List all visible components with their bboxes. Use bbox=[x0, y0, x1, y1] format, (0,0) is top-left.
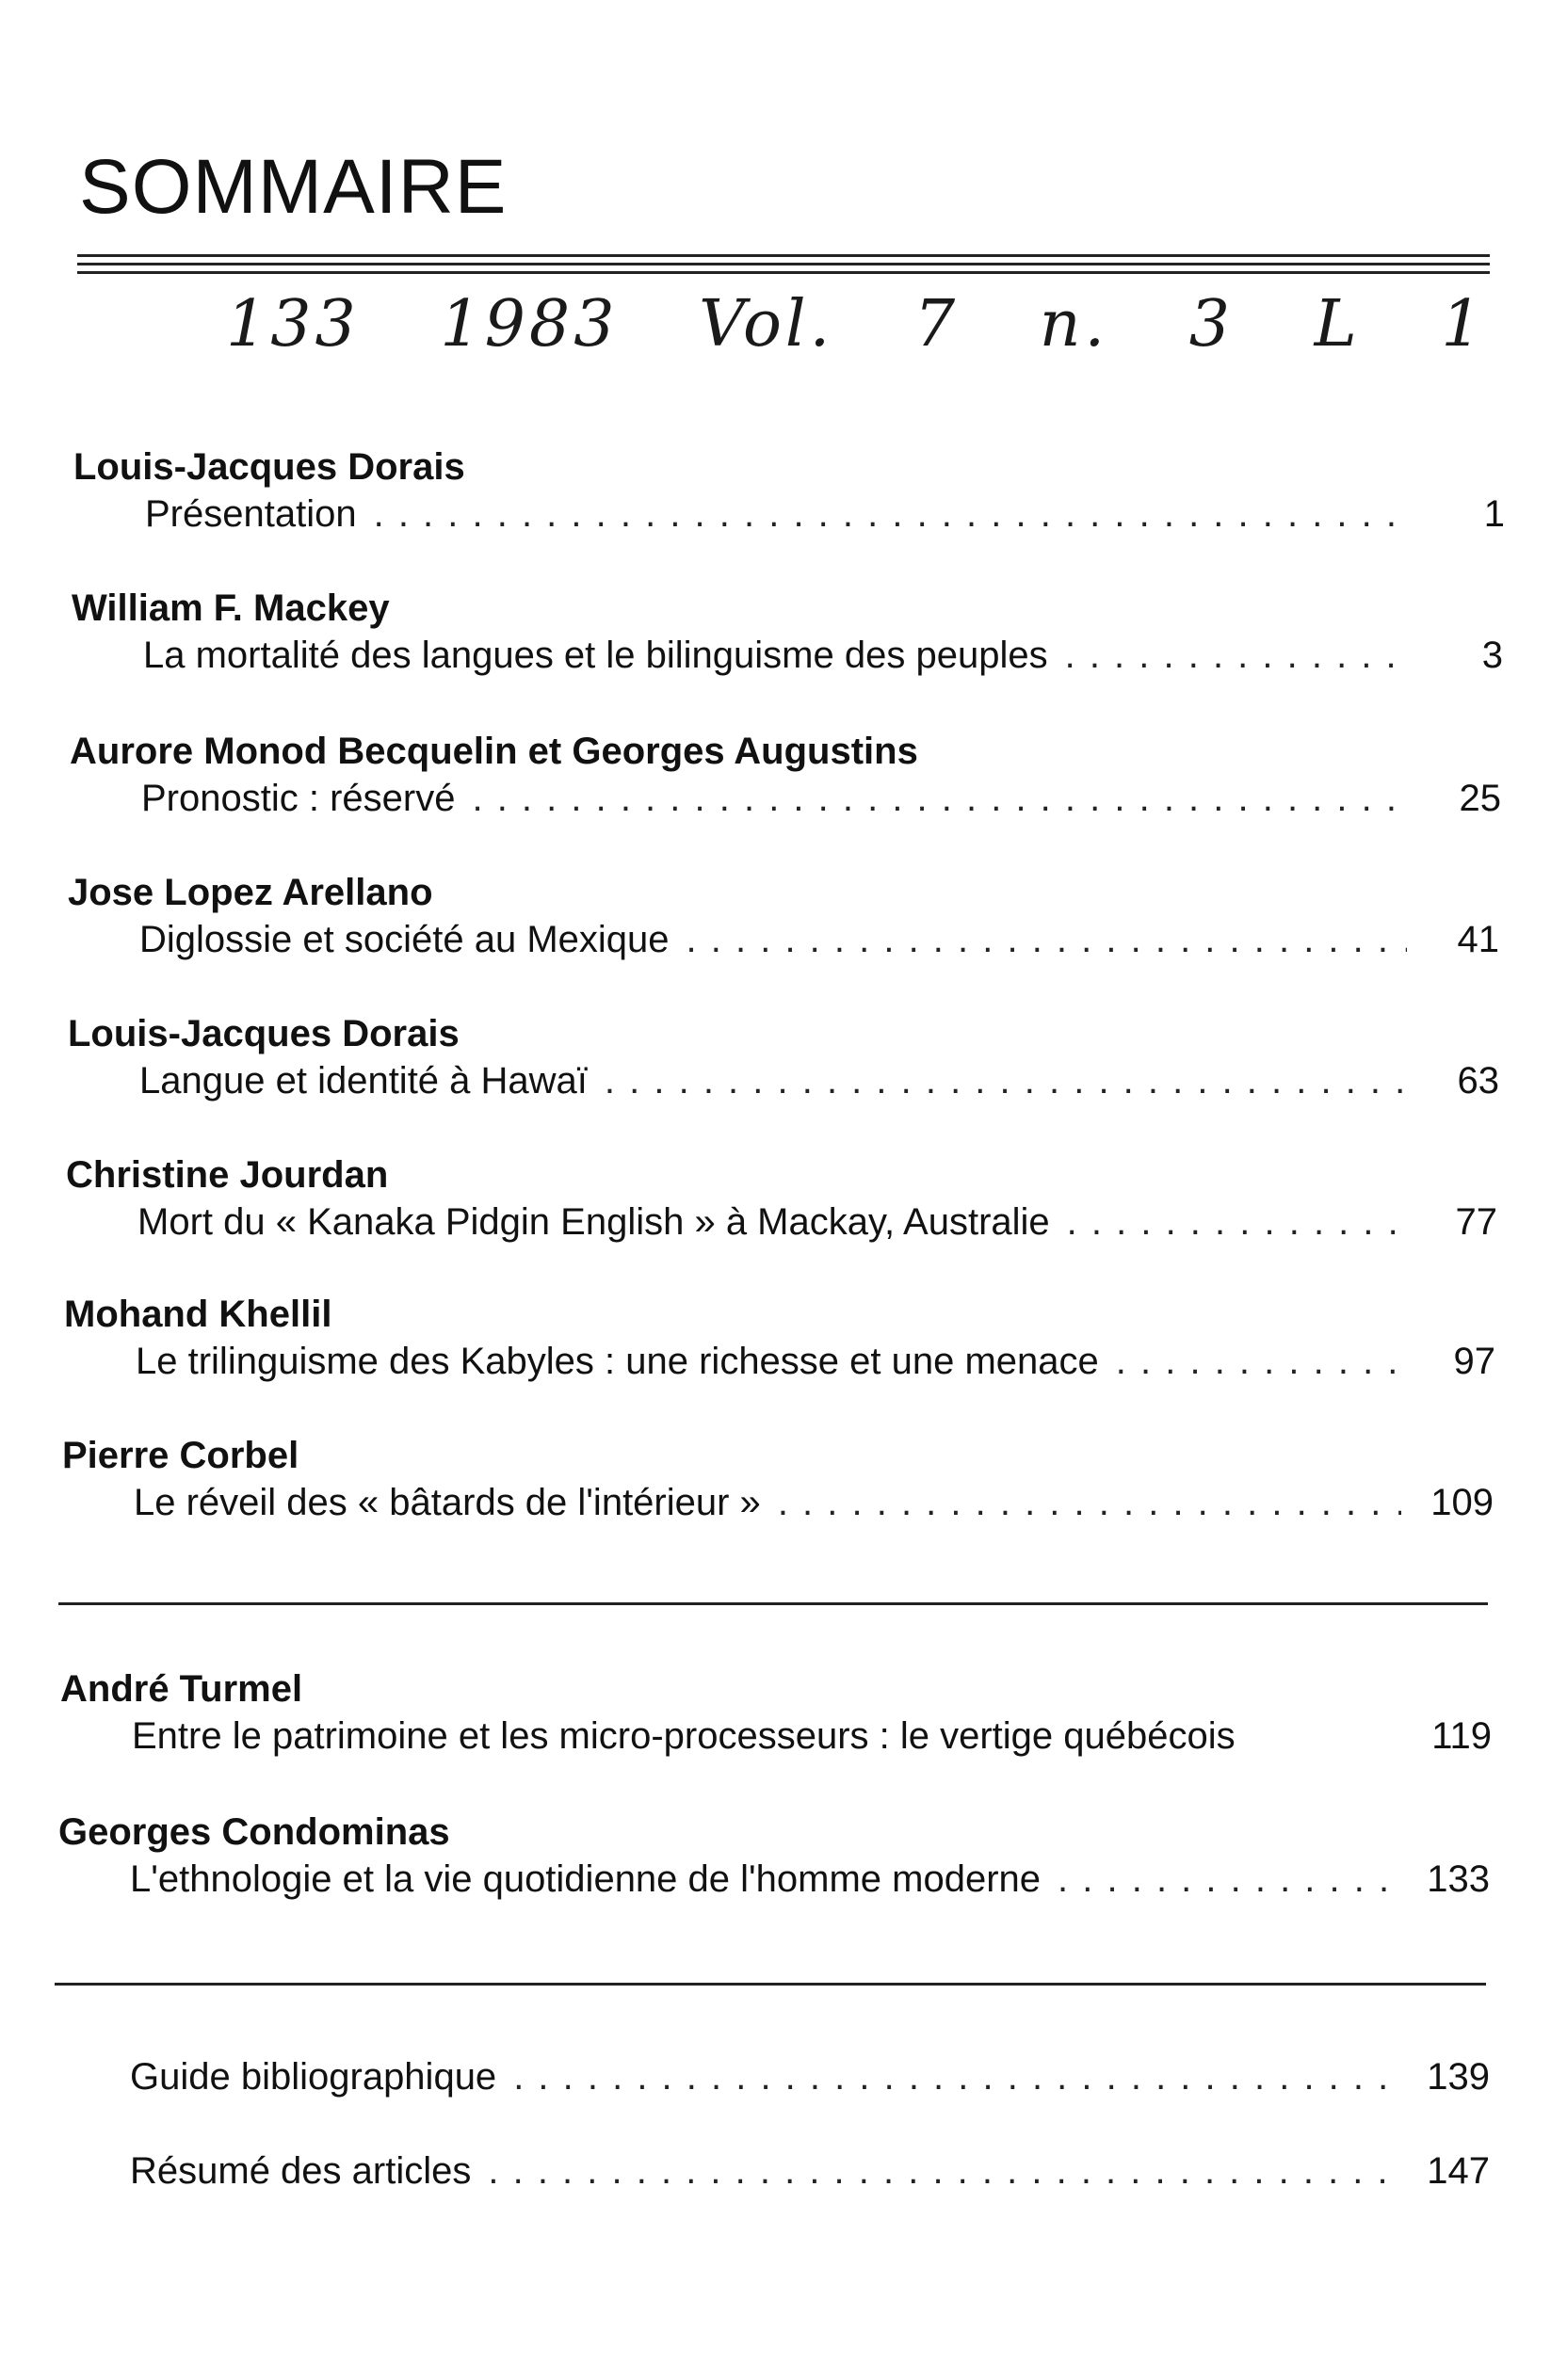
entry-page: 133 bbox=[1427, 1858, 1490, 1900]
entry-page: 3 bbox=[1481, 635, 1503, 676]
leader-dots bbox=[1067, 1198, 1405, 1246]
entry-author: Louis-Jacques Dorais bbox=[68, 1013, 460, 1054]
entry-line bbox=[132, 1712, 1492, 1761]
entry-line bbox=[137, 1198, 1497, 1246]
entry-author: Aurore Monod Becquelin et Georges Augustins bbox=[70, 731, 918, 772]
entry-page: 109 bbox=[1430, 1482, 1494, 1523]
leader-dots bbox=[472, 774, 1409, 823]
toc-entry bbox=[68, 1011, 1499, 1105]
entry-title: Résumé des articles bbox=[130, 2150, 472, 2192]
section-divider bbox=[58, 1602, 1488, 1605]
entry-line bbox=[145, 490, 1505, 539]
entry-author: Pierre Corbel bbox=[62, 1435, 299, 1476]
leader-dots bbox=[374, 490, 1413, 539]
entry-title: La mortalité des langues et le bilinguisme des peuples bbox=[143, 635, 1048, 676]
entry-line bbox=[139, 915, 1499, 964]
entry-line bbox=[143, 631, 1503, 680]
leader-dots bbox=[778, 1478, 1401, 1527]
entry-author: William F. Mackey bbox=[72, 587, 390, 629]
entry-page: 97 bbox=[1453, 1341, 1495, 1382]
entry-author: Mohand Khellil bbox=[64, 1294, 332, 1335]
entry-title: L'ethnologie et la vie quotidienne de l'homme moderne bbox=[130, 1858, 1042, 1900]
leader-dots bbox=[1065, 631, 1411, 680]
entry-line bbox=[139, 1056, 1499, 1105]
entry-title: Langue et identité à Hawaï bbox=[139, 1060, 588, 1102]
entry-author: Louis-Jacques Dorais bbox=[73, 446, 465, 488]
toc-entry bbox=[58, 1809, 1490, 1904]
toc-entry bbox=[60, 1666, 1492, 1761]
entry-title: Guide bibliographique bbox=[130, 2056, 497, 2098]
entry-line bbox=[136, 1337, 1495, 1386]
entry-page: 119 bbox=[1431, 1715, 1492, 1757]
page-title: SOMMAIRE bbox=[79, 144, 508, 230]
toc-entry bbox=[64, 1292, 1495, 1386]
entry-page: 41 bbox=[1457, 919, 1499, 960]
entry-author: Georges Condominas bbox=[58, 1811, 450, 1853]
entry-page: 77 bbox=[1455, 1201, 1497, 1243]
entry-title: Présentation bbox=[145, 493, 357, 535]
toc-entry bbox=[62, 1433, 1494, 1527]
toc-entry bbox=[70, 729, 1501, 823]
entry-title: Le réveil des « bâtards de l'intérieur » bbox=[134, 1482, 761, 1523]
entry-line bbox=[130, 1855, 1490, 1904]
toc-entry bbox=[58, 2052, 1490, 2101]
toc-entry bbox=[73, 444, 1505, 539]
entry-page: 25 bbox=[1459, 778, 1501, 819]
toc-entry bbox=[66, 1152, 1497, 1246]
entry-page: 139 bbox=[1427, 2056, 1490, 2098]
toc-entry bbox=[58, 2147, 1490, 2195]
entry-page: 1 bbox=[1483, 493, 1505, 535]
entry-line bbox=[130, 2147, 1490, 2195]
section-divider bbox=[55, 1983, 1486, 1986]
entry-title: Entre le patrimoine et les micro-processeurs : le vertige québécois bbox=[132, 1715, 1236, 1757]
leader-dots bbox=[513, 2052, 1397, 2101]
leader-dots bbox=[1058, 1855, 1397, 1904]
entry-title: Pronostic : réservé bbox=[141, 778, 456, 819]
entry-page: 63 bbox=[1457, 1060, 1499, 1102]
leader-dots bbox=[687, 915, 1407, 964]
entry-title: Le trilinguisme des Kabyles : une richesse et une menace bbox=[136, 1341, 1099, 1382]
title-rule bbox=[77, 254, 1490, 275]
entry-line bbox=[141, 774, 1501, 823]
leader-dots bbox=[1116, 1337, 1403, 1386]
entry-title: Mort du « Kanaka Pidgin English » à Mackay, Australie bbox=[137, 1201, 1050, 1243]
entry-line bbox=[134, 1478, 1494, 1527]
entry-line bbox=[130, 2052, 1490, 2101]
entry-title: Diglossie et société au Mexique bbox=[139, 919, 670, 960]
handwritten-note: 133 1983 Vol. 7 n. 3 L 1 bbox=[226, 287, 1486, 362]
entry-author: Christine Jourdan bbox=[66, 1154, 389, 1196]
toc-entry bbox=[72, 586, 1503, 680]
entry-page: 147 bbox=[1427, 2150, 1490, 2192]
entry-author: André Turmel bbox=[60, 1668, 303, 1710]
toc-entry bbox=[68, 870, 1499, 964]
entry-author: Jose Lopez Arellano bbox=[68, 872, 433, 913]
leader-dots bbox=[488, 2147, 1397, 2195]
leader-dots bbox=[605, 1056, 1407, 1105]
